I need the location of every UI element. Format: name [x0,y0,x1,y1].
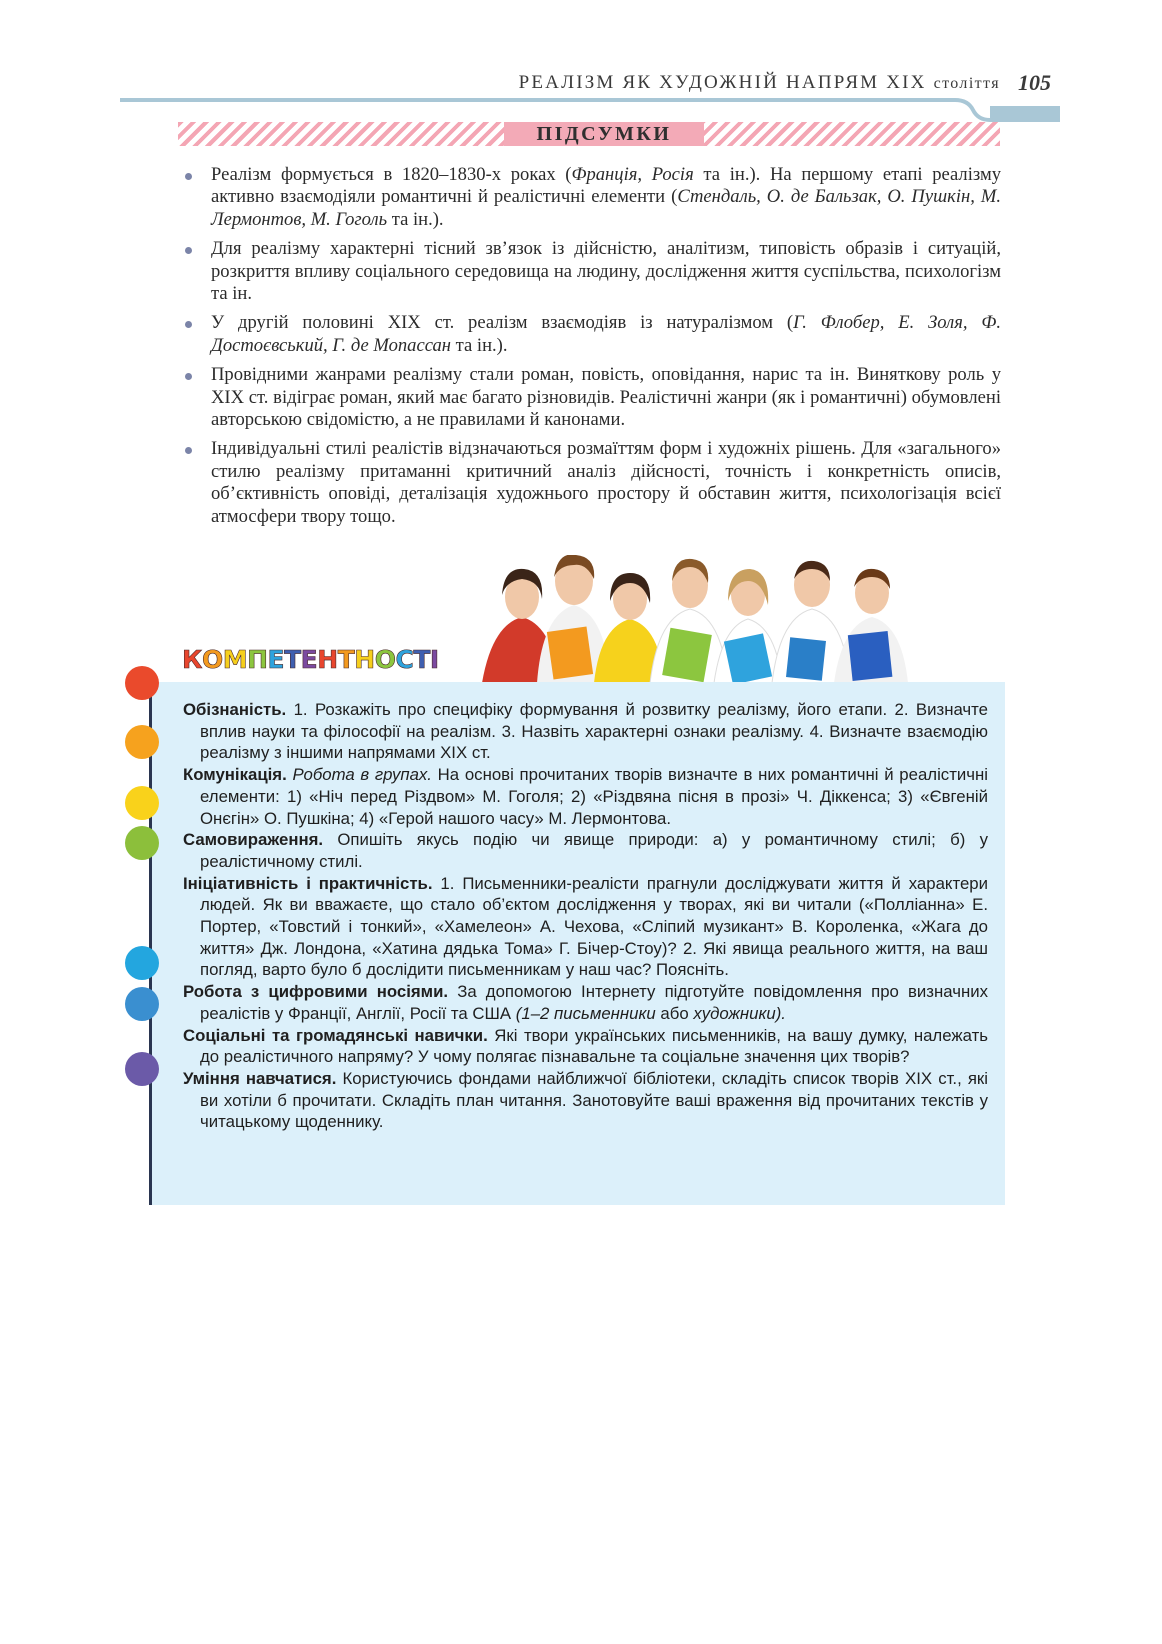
competences-title [182,646,439,674]
item-text: Робота в групах. [292,765,432,785]
item-text: та ін.). [451,334,508,356]
competence-item [183,829,988,872]
item-text: Провідними жанрами реалізму стали роман, повість, оповідання, нарис та ін. Виняткову роль у ХІХ ст. відіграє роман, який має багато різновидів. Реалістичні жанри (як і романтичні) обумовлені авторською свідомістю, а не правилами й канонами. [211,364,1001,431]
item-text: та ін.). [387,208,444,230]
competences-list [183,699,988,1133]
summary-list [183,164,1001,535]
title-letter: О [374,645,396,674]
item-text: Користуючись фондами найближчої бібліотеки, складіть список творів ХІХ ст., які ви хотіли б прочитати. Складіть план читання. Занотовуйте ваші враження від прочитаних текстів у читацькому щоденнику. [200,1068,988,1132]
running-header-suffix: століття [933,75,1000,92]
students-photo [482,555,1002,683]
competence-item [183,699,988,764]
page-number: 105 [1018,70,1051,95]
competence-item [183,981,988,1024]
competence-dot [125,826,159,860]
student-figures [482,555,908,683]
title-letter: Е [267,645,285,674]
competence-item [183,764,988,829]
item-text: Які твори українських письменників, на вашу думку, належать до реалістичного напряму? У чому полягає пізнавальне та соціальне значення цих творів? [200,1025,988,1067]
title-letter: Е [300,645,318,674]
item-text: На основі прочитаних творів визначте в них романтичні й реалістичні елементи: 1) «Ніч перед Різдвом» М. Гоголя; 2) «Різдвяна пісня в прозі» Ч. Діккенса; 3) «Євгеній Онєгін» О. Пушкіна; 4) «Герой нашого часу» М. Лермонтова. [200,765,988,828]
running-header [0,72,1000,94]
summary-item [183,312,1001,357]
title-letter: Н [317,645,338,674]
title-letter: К [182,645,202,674]
competence-item [183,873,988,982]
title-letter: М [222,645,248,674]
competence-dot [125,1052,159,1086]
item-heading: Ініціативність і практичність. [183,873,433,893]
title-letter: Т [284,645,301,674]
item-heading: Обізнаність. [183,700,287,719]
title-letter: П [247,645,268,674]
item-text: та ін.). На першому етапі реалізму активно взаємодіяли романтичні й реалістичні елементи ( [211,164,1002,208]
competence-dot [125,946,159,980]
item-heading: Уміння навчатися. [183,1068,337,1088]
competence-item [183,1068,988,1133]
title-letter: І [429,645,439,674]
title-letter: Т [413,645,430,674]
competence-dot [125,987,159,1021]
item-heading: Самовираження. [183,830,324,850]
item-text: Франція, Росія [571,164,694,185]
summary-item [183,238,1001,305]
item-text: Опишіть якусь подію чи явище природи: а) у романтичному стилі; б) у реалістичному стилі. [200,830,988,871]
item-text: 1. Розкажіть про специфіку формування й розвитку реалізму, його етапи. 2. Визначте вплив науки та філософії на реалізм. 3. Назвіть характерні ознаки реалізму. 4. Визначте взаємодію реалізму з іншими напрямами ХІХ ст. [200,700,988,763]
header-rule [120,98,1060,124]
item-text: Індивідуальні стилі реалістів відзначаються розмаїттям форм і художніх рішень. Для «загального» стилю реалізму притаманні критичний аналіз дійсності, точність і конкретність описів, об’єктивність оповіді, деталізація художнього простору й обставин життя, психологізація всієї атмосфери твору тощо. [211,438,1001,527]
item-text: Стендаль, О. де Бальзак, О. Пушкін, М. Лермонтов, М. Гоголь [211,186,1001,230]
title-letter: О [201,645,223,674]
title-letter: Т [337,645,355,674]
summary-item [183,164,1001,231]
running-header-title: РЕАЛІЗМ ЯК ХУДОЖНІЙ НАПРЯМ XIX [518,72,927,93]
item-text: Г. Флобер, Е. Золя, Ф. Достоєвський, Г. де Мопассан [211,312,1001,356]
item-text: У другій половині ХІХ ст. реалізм взаємодіяв із натуралізмом ( [211,312,794,334]
title-letter: Н [354,645,375,674]
item-heading: Соціальні та громадянські навички. [183,1025,488,1045]
summary-item [183,364,1001,431]
item-text: художники). [693,1003,786,1023]
item-text: Для реалізму характерні тісний зв’язок із дійсністю, аналітизм, типовість образів і ситуацій, розкриття впливу соціального середовища на людину, дослідження життя суспільства, психологізм та ін. [211,238,1001,305]
item-text: (1–2 письменники [515,1003,656,1023]
item-heading: Комунікація. [183,765,287,785]
item-text: Реалізм формується в 1820–1830-х роках ( [211,164,572,185]
item-text: або [655,1003,694,1023]
title-letter: С [395,645,414,674]
summary-item [183,438,1001,528]
item-text: 1. Письменники-реалісти прагнули досліджувати життя й характери людей. Як ви вважаєте, що стало об’єктом дослідження у творах, які ви читали («Поллiанна» Е. Портер, «Товстий і тонкий», «Хамелеон» А. Чехова, «Сліпий музикант» В. Короленка, «Жага до життя» Дж. Лондона, «Хатина дядька Тома» Г. Бічер-Стоу)? 2. Які явища реального життя, на ваш погляд, варто було б дослідити письменникам у наш час? Поясніть. [200,873,988,980]
competence-dot [125,725,159,759]
competence-dot [125,786,159,820]
item-text: За допомогою Інтернету підготуйте повідомлення про визначних реалістів у Франції, Англії, Росії та США [200,982,988,1023]
item-heading: Робота з цифровими носіями. [183,982,449,1002]
competence-dot [125,666,159,700]
competence-item [183,1025,988,1068]
summary-heading: ПІДСУМКИ [504,122,704,146]
